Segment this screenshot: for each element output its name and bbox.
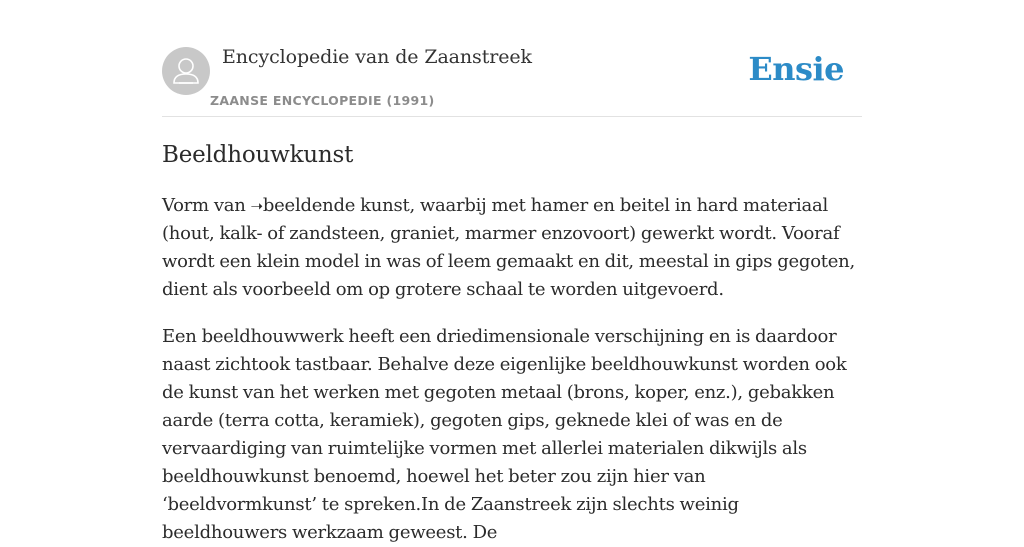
- link-arrow-icon: ➝: [250, 197, 263, 215]
- paragraph-text: Vorm van: [162, 195, 251, 216]
- source-subtitle: ZAANSE ENCYCLOPEDIE (1991): [210, 93, 435, 108]
- avatar[interactable]: [162, 47, 210, 95]
- source-title[interactable]: Encyclopedie van de Zaanstreek: [222, 46, 532, 68]
- user-placeholder-icon: [162, 47, 210, 95]
- article-paragraph-2: Een beeldhouwwerk heeft een driedimensionale verschijning en is daardoor naast zichtook tastbaar. Behalve deze eigenlijke beeldhouwkunst worden ook de kunst van het werken met gegoten metaal (brons, koper, enz.), gebakken aarde (terra cotta, keramiek), gegoten gips, geknede klei of was en de vervaardiging van ruimtelijke vormen met allerlei materialen dikwijls als beeldhouwkunst benoemd, hoewel het beter zou zijn hier van ‘beeldvormkunst’ te spreken.In de Zaanstreek zijn slechts weinig beeldhouwers werkzaam geweest. De: [162, 326, 847, 543]
- brand-logo[interactable]: Ensie: [748, 50, 844, 88]
- paragraph-text: , waarbij met hamer en beitel in hard materiaal (hout, kalk- of zandsteen, graniet, marmer enzovoort) gewerkt wordt. Vooraf wordt een klein model in was of leem gemaakt en dit, meestal in gips gegoten, dient als voorbeeld om op grotere schaal te worden uitgevoerd.: [162, 195, 855, 300]
- source-header: [162, 0, 862, 117]
- article: [162, 138, 862, 547]
- article-paragraph-1: [162, 192, 862, 304]
- article-title: Beeldhouwkunst: [162, 142, 354, 168]
- link-beeldende-kunst[interactable]: beeldende kunst: [262, 195, 410, 216]
